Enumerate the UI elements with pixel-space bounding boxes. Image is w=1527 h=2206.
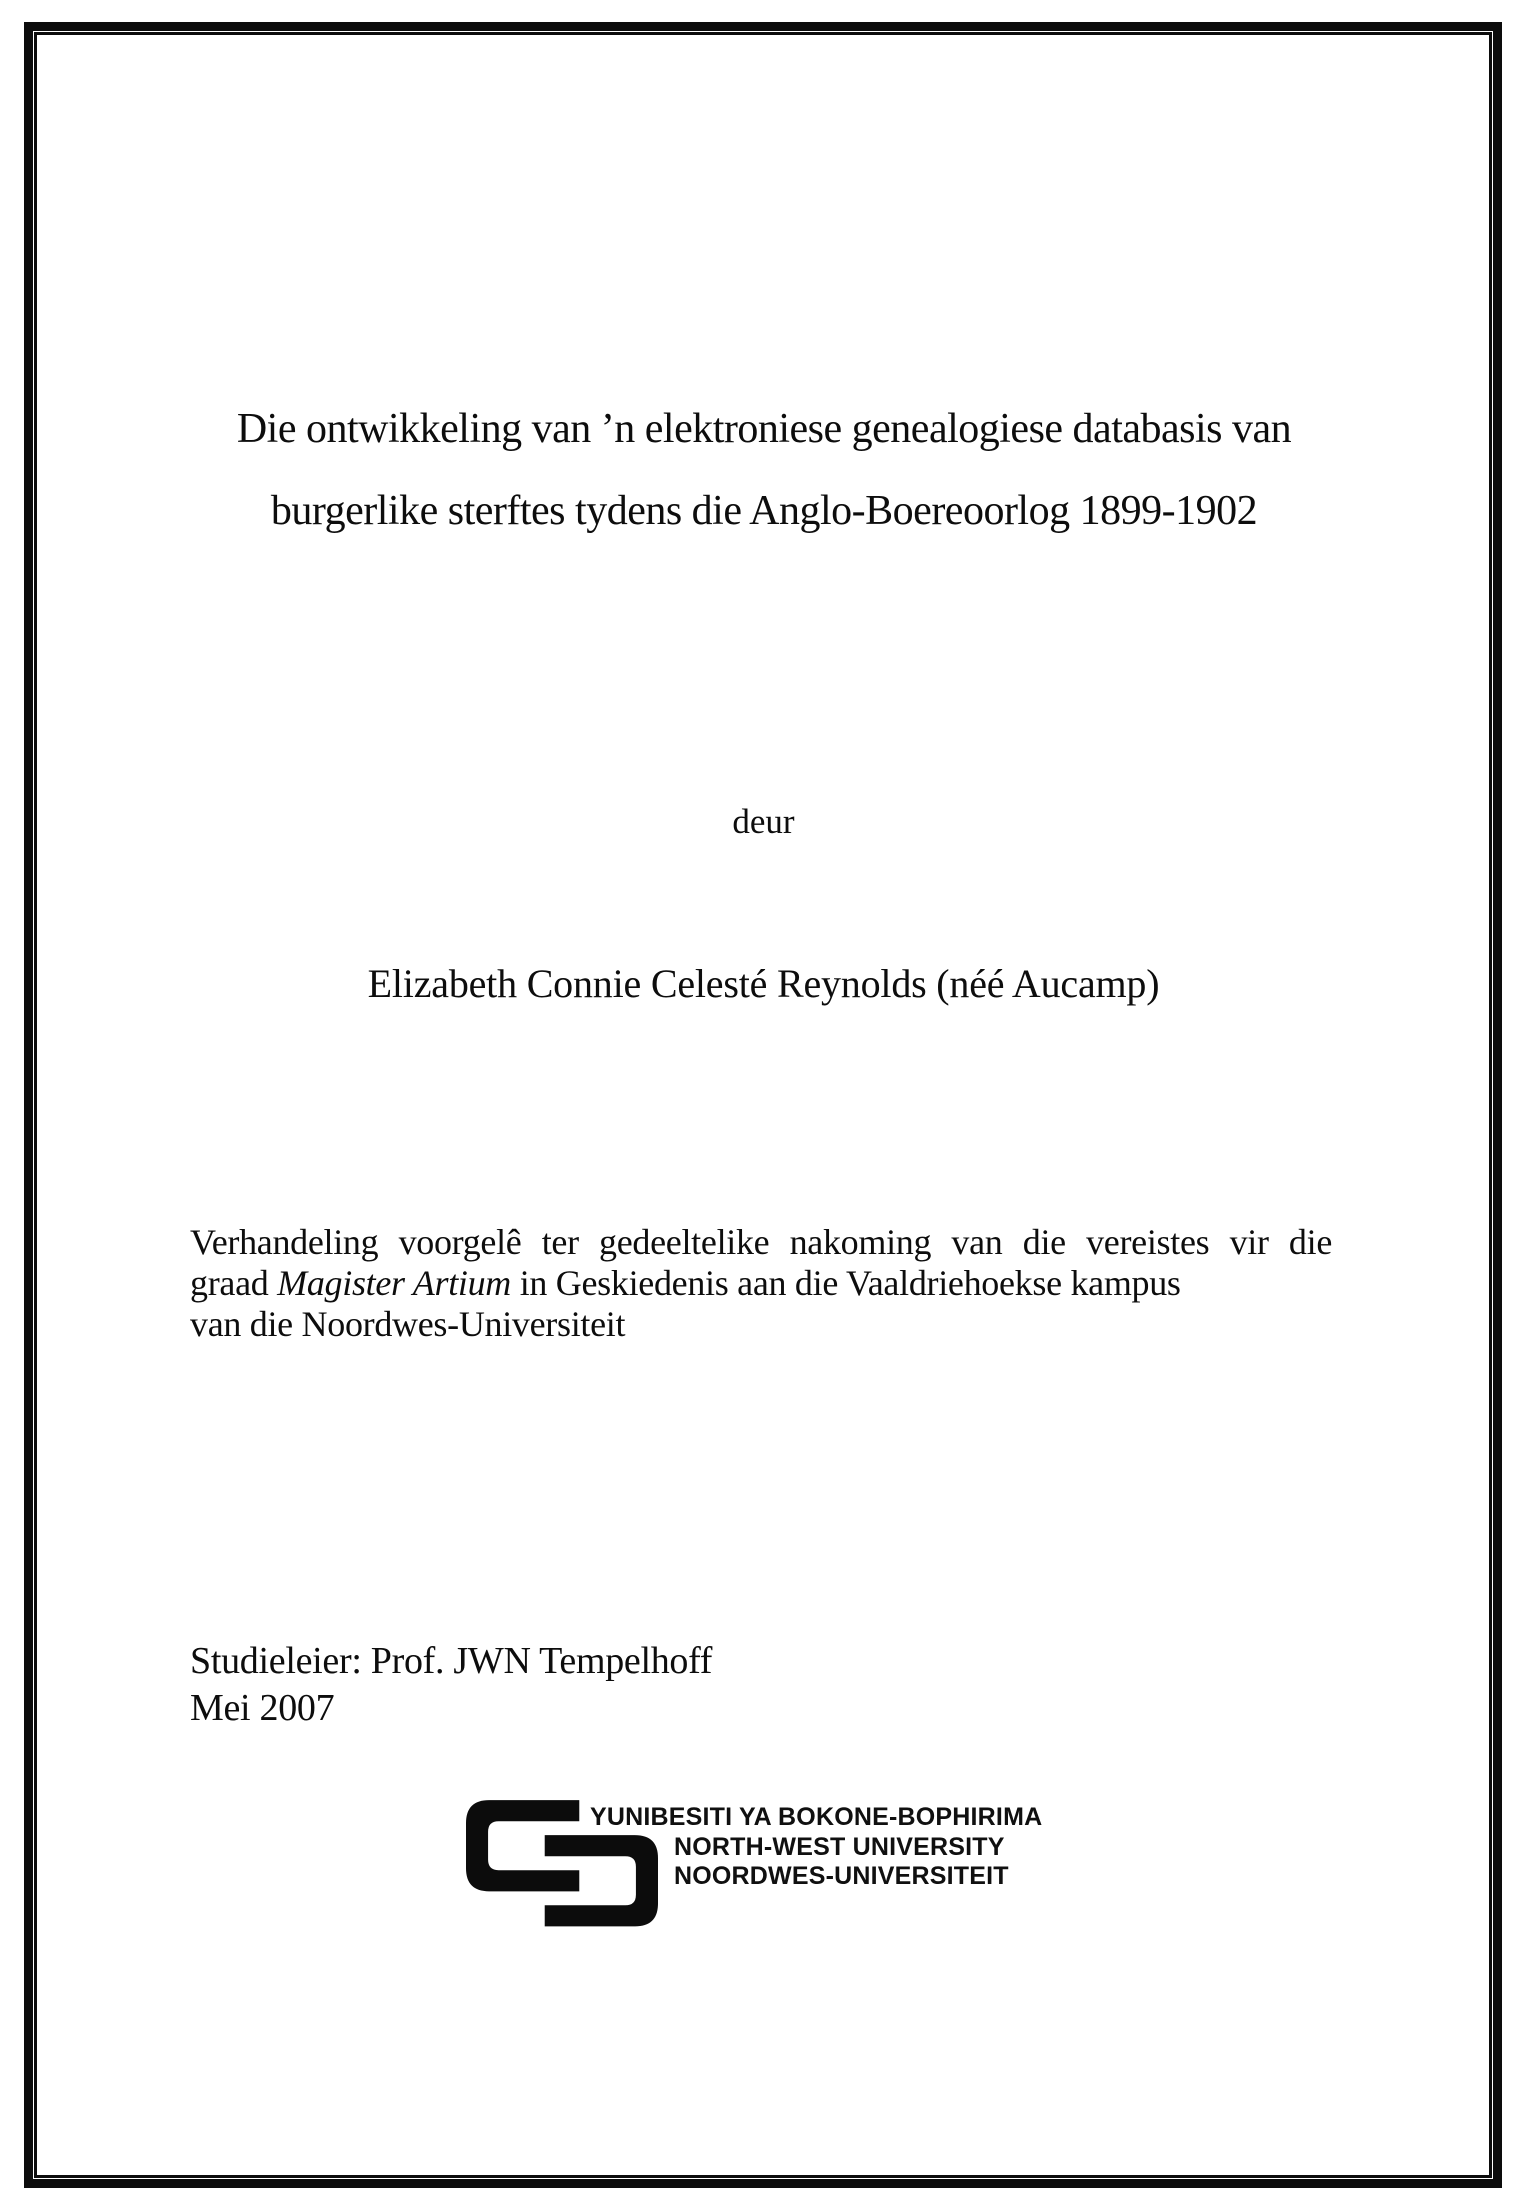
thesis-title-line1: Die ontwikkeling van ’n elektroniese genealogiese databasis van [236,406,1292,452]
thesis-statement [190,1222,1332,1345]
statement-line2: graad Magister Artium in Geskiedenis aan die Vaaldriehoekse kampus [190,1263,1181,1303]
byline-deur: deur [732,802,795,841]
statement-line1: Verhandeling voorgelê ter gedeeltelike nakoming van die vereistes vir die [190,1222,1332,1262]
university-name-english: NORTH-WEST UNIVERSITY [674,1832,1005,1861]
university-name-afrikaans: NOORDWES-UNIVERSITEIT [674,1862,1009,1890]
degree-name-italic: Magister Artium [277,1263,511,1303]
university-name-block [590,1803,1042,1892]
supervisor-block [190,1638,712,1732]
statement-line3: van die Noordwes-Universiteit [190,1304,626,1344]
author-name: Elizabeth Connie Celesté Reynolds (néé Aucamp) [367,961,1160,1006]
thesis-title-line2: burgerlike sterftes tydens die Anglo-Boereoorlog 1899-1902 [270,488,1258,534]
university-name-setswana: YUNIBESITI YA BOKONE-BOPHIRIMA [590,1803,1043,1831]
supervisor-line: Studieleier: Prof. JWN Tempelhoff [190,1640,713,1682]
date-line: Mei 2007 [190,1687,335,1729]
thesis-title [100,388,1428,552]
